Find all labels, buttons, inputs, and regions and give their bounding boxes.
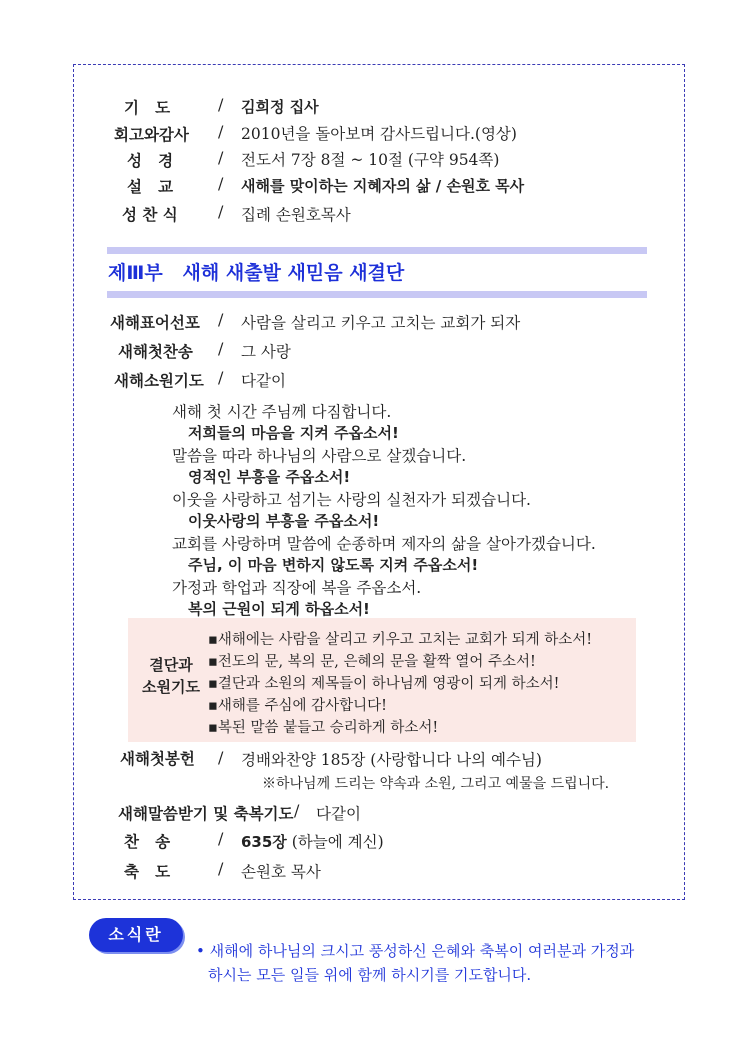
resolution-item: ▪새해에는 사람을 살리고 키우고 고치는 교회가 되게 하소서!	[208, 632, 593, 648]
order-value: 집례 손원호목사	[241, 206, 351, 224]
resolution-label-line: 소원기도	[142, 678, 200, 696]
order-label: 찬 송	[124, 833, 171, 851]
prayer-line: 말씀을 따라 하나님의 사람으로 살겠습니다.	[172, 447, 467, 465]
separator: /	[218, 829, 224, 848]
order-label: 새해첫찬송	[118, 343, 193, 361]
section-title: 제Ⅲ부 새해 새출발 새믿음 새결단	[108, 262, 405, 284]
order-value: 사람을 살리고 키우고 고치는 교회가 되자	[241, 314, 521, 332]
prayer-response: 주님, 이 마음 변하지 않도록 지켜 주옵소서!	[188, 556, 479, 574]
resolution-box	[128, 618, 636, 742]
separator: /	[218, 95, 224, 114]
separator: /	[218, 748, 224, 767]
order-label: 회고와감사	[114, 126, 189, 144]
resolution-label-line: 결단과	[149, 656, 193, 674]
prayer-line: 새해 첫 시간 주님께 다짐합니다.	[172, 403, 392, 421]
news-line: • 새해에 하나님의 크시고 풍성하신 은혜와 축복이 여러분과 가정과	[196, 942, 635, 960]
order-value: 새해를 맞이하는 지혜자의 삶 / 손원호 목사	[241, 177, 525, 195]
hymn-number: 635장	[241, 833, 287, 851]
separator: /	[218, 202, 224, 221]
news-badge: 소식란	[89, 918, 183, 952]
order-label: 설 교	[127, 178, 174, 196]
prayer-line: 이웃을 사랑하고 섬기는 사랑의 실천자가 되겠습니다.	[172, 491, 531, 509]
resolution-label	[136, 654, 206, 698]
offering-note: ※하나님께 드리는 약속과 소원, 그리고 예물을 드립니다.	[262, 776, 610, 792]
order-label: 축 도	[124, 863, 171, 881]
separator: /	[218, 859, 224, 878]
separator: /	[218, 339, 224, 358]
order-value: 손원호 목사	[241, 863, 321, 881]
separator: /	[218, 368, 224, 387]
section-bar-top	[107, 247, 647, 254]
order-value: 그 사랑	[241, 343, 291, 361]
order-label: 성 경	[127, 152, 174, 170]
order-value: 다같이	[241, 372, 286, 390]
order-label: 새해첫봉헌	[120, 750, 195, 768]
prayer-response: 복의 근원이 되게 하옵소서!	[188, 600, 370, 618]
prayer-line: 가정과 학업과 직장에 복을 주옵소서.	[172, 579, 422, 597]
order-value: 경배와찬양 185장 (사랑합니다 나의 예수님)	[241, 751, 542, 769]
order-value: 김희정 집사	[241, 98, 319, 116]
order-value: 전도서 7장 8절 ~ 10절 (구약 954쪽)	[241, 151, 500, 169]
resolution-item: ▪결단과 소원의 제목들이 하나님께 영광이 되게 하소서!	[208, 676, 560, 692]
separator: /	[218, 148, 224, 167]
prayer-line: 교회를 사랑하며 말씀에 순종하며 제자의 삶을 살아가겠습니다.	[172, 535, 596, 553]
separator: /	[218, 310, 224, 329]
order-label: 새해말씀받기 및 축복기도	[118, 805, 294, 823]
news-line: 하시는 모든 일들 위에 함께 하시기를 기도합니다.	[208, 966, 532, 984]
section-bar-bottom	[107, 291, 647, 298]
order-value	[241, 830, 384, 852]
order-label: 새해소원기도	[114, 372, 204, 390]
order-label: 새해표어선포	[110, 314, 200, 332]
separator: /	[294, 801, 300, 820]
separator: /	[218, 174, 224, 193]
prayer-response: 이웃사랑의 부흥을 주옵소서!	[188, 512, 380, 530]
separator: /	[218, 122, 224, 141]
order-value: 2010년을 돌아보며 감사드립니다.(영상)	[241, 125, 517, 143]
hymn-title: (하늘에 계신)	[286, 833, 384, 851]
resolution-item: ▪복된 말씀 붙들고 승리하게 하소서!	[208, 720, 439, 736]
order-label: 기 도	[124, 99, 171, 117]
prayer-response: 저희들의 마음을 지켜 주옵소서!	[188, 424, 399, 442]
order-value: 다같이	[316, 805, 361, 823]
resolution-item: ▪전도의 문, 복의 문, 은혜의 문을 활짝 열어 주소서!	[208, 654, 536, 670]
prayer-response: 영적인 부흥을 주옵소서!	[188, 468, 351, 486]
resolution-item: ▪새해를 주심에 감사합니다!	[208, 698, 387, 714]
order-label: 성 찬 식	[122, 206, 178, 224]
